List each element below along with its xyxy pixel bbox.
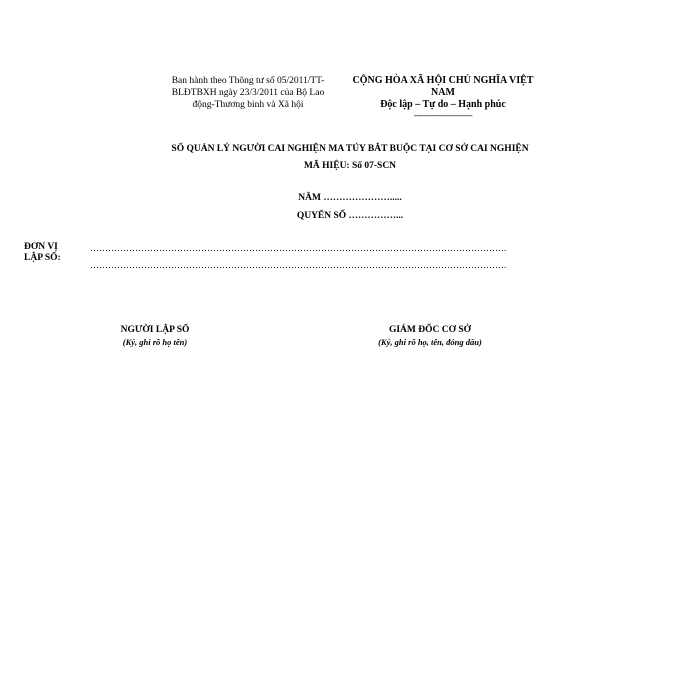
- country-name-line: CỘNG HÒA XÃ HỘI CHỦ NGHĨA VIỆT: [352, 75, 534, 86]
- director-sign-note: (Ký, ghi rõ họ, tên, đóng dấu): [378, 337, 482, 347]
- issued-by-note: [160, 75, 336, 111]
- book-code: MÃ HIỆU: Sổ 07-SCN: [303, 161, 397, 171]
- issued-note-line: BLĐTBXH ngày 23/3/2011 của Bộ Lao: [171, 88, 325, 98]
- country-name-line: NAM: [431, 87, 455, 98]
- creator-sign-note: (Ký, ghi rõ họ tên): [122, 337, 188, 347]
- year-field: NĂM ………………….....: [298, 193, 402, 203]
- national-motto: Độc lập – Tự do – Hạnh phúc: [380, 99, 506, 110]
- director-signature-block: [330, 324, 530, 348]
- book-title: SỔ QUẢN LÝ NGƯỜI CAI NGHIỆN MA TÚY BẮT BUỘC TẠI CƠ SỞ CAI NGHIỆN: [171, 144, 529, 154]
- creator-title: NGƯỜI LẬP SỔ: [120, 325, 190, 335]
- issued-note-line: động-Thương binh và Xã hội: [192, 100, 304, 110]
- motto-divider: ---------------------------: [413, 111, 473, 120]
- creator-signature-block: [80, 324, 230, 348]
- unit-label: [24, 242, 84, 264]
- national-header: [336, 75, 550, 120]
- volume-field: QUYỂN SỐ ……………...: [296, 211, 404, 221]
- unit-label-line: ĐƠN VỊ: [24, 242, 58, 252]
- unit-dotted-line: ………………………………………………………………………………………………………………………….: [90, 260, 507, 270]
- unit-dotted-line: ………………………………………………………………………………………………………………………….: [90, 243, 507, 253]
- issued-note-line: Ban hành theo Thông tư số 05/2011/TT-: [171, 76, 325, 86]
- unit-label-line: LẬP SỔ:: [24, 253, 61, 263]
- director-title: GIÁM ĐỐC CƠ SỞ: [388, 325, 472, 335]
